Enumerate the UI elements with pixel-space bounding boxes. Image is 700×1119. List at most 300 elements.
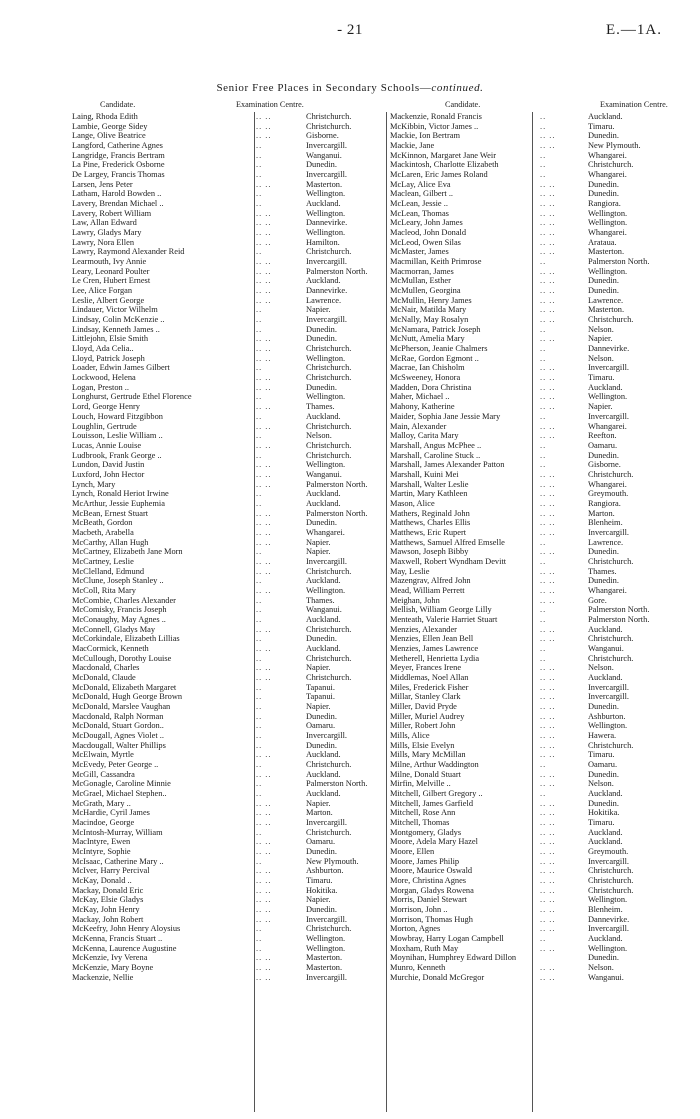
list-item [72,363,396,373]
candidate-name: McDonald, Stuart Gordon.. [72,721,164,731]
list-item [72,480,396,490]
leader-dots: .. [256,392,263,402]
leader-dots: .. [540,324,547,334]
examination-centre: Christchurch. [588,469,634,479]
examination-centre: Invercargill. [306,170,348,180]
candidate-name: Louisson, Leslie William .. [72,431,163,441]
candidate-name: Mackay, John Robert [72,914,144,924]
leader-dots: .. [540,344,547,354]
candidate-name: McConaughy, May Agnes .. [72,614,166,624]
leader-dots: .. .. [540,963,556,973]
list-item [72,808,396,818]
leader-dots: .. .. [540,682,556,692]
candidate-name: Littlejohn, Elsie Smith [72,334,149,344]
list-item [390,499,678,509]
candidate-name: McBeath, Gordon [72,518,133,528]
list-item [390,170,678,180]
examination-centre: Hawera. [588,731,617,740]
leader-dots: .. .. [256,382,272,392]
candidate-name: McGonagle, Caroline Minnie [72,779,171,789]
candidate-name: McDonald, Hugh George Brown [72,692,183,702]
list-item [390,750,678,760]
list-item [390,663,678,673]
examination-centre: Arataua. [588,237,617,247]
candidate-name: McRae, Gordon Egmont .. [390,353,479,363]
right-list [390,112,678,982]
list-item [390,131,678,141]
list-item [72,712,396,722]
examination-centre: Whangarei. [588,150,627,160]
list-item [390,721,678,731]
examination-centre: Whangarei. [588,170,627,180]
list-item [72,344,396,354]
leader-dots: .. [540,460,547,470]
examination-centre: Nelson. [588,963,614,973]
leader-dots: .. .. [540,141,556,151]
list-item [390,276,678,286]
candidate-name: Mills, Elsie Evelyn [390,740,455,750]
candidate-name: Mackenzie, Ronald Francis [390,112,482,121]
list-item [390,944,678,954]
list-item [72,422,396,432]
candidate-name: Maher, Michael .. [390,392,450,402]
leader-dots: .. .. [256,808,272,818]
leader-dots: .. .. [540,276,556,286]
examination-centre: Dunedin. [306,324,337,334]
leader-dots: .. .. [540,818,556,828]
candidate-name: Law, Allan Edward [72,218,137,228]
list-item [390,325,678,335]
list-item [72,170,396,180]
list-item [72,886,396,896]
leader-dots: .. [256,924,263,934]
examination-centre: Wellington. [306,934,346,944]
examination-centre: Christchurch. [306,924,352,934]
examination-centre: Dunedin. [306,634,337,644]
examination-centre: Greymouth. [588,847,629,857]
list-item [390,247,678,257]
list-item [72,673,396,683]
examination-centre: Whangarei. [588,228,627,238]
candidate-name: Mackie, Ion Bertram [390,131,460,141]
list-item [72,576,396,586]
candidate-name: McLean, Thomas [390,208,449,218]
leader-dots: .. .. [256,208,272,218]
candidate-name: McArthur, Jessie Euphemia [72,498,165,508]
examination-centre: Wellington. [588,943,628,953]
list-item [390,538,678,548]
section-title-suffix: continued. [431,82,484,94]
leader-dots: .. [256,247,263,257]
leader-dots: .. .. [540,972,556,982]
left-list [72,112,396,982]
leader-dots: .. .. [256,131,272,141]
examination-centre: Ashburton. [588,711,626,721]
list-item [390,112,678,122]
leader-dots: .. [256,614,263,624]
leader-dots: .. [256,160,263,170]
candidate-name: McIsaac, Catherine Mary .. [72,856,164,866]
candidate-name: McGill, Cassandra [72,769,135,779]
list-item [390,712,678,722]
candidate-name: Lloyd, Ada Celia.. [72,344,134,354]
candidate-name: Macleod, John Donald [390,228,467,238]
candidate-name: McLeod, Owen Silas [390,237,461,247]
list-item [390,528,678,538]
candidate-name: Meyer, Frances Irene [390,663,462,673]
examination-centre: Christchurch. [588,556,634,566]
leader-dots: .. .. [540,547,556,557]
leader-dots: .. .. [256,421,272,431]
candidate-name: Lynch, Mary [72,479,116,489]
examination-centre: Timaru. [588,373,615,383]
examination-centre: Lawrence. [588,537,624,547]
examination-centre: Christchurch. [588,653,634,663]
list-item [72,431,396,441]
list-item [390,141,678,151]
examination-centre: Marton. [588,508,615,518]
leader-dots: .. .. [540,750,556,760]
list-item [390,654,678,664]
list-item [390,344,678,354]
leader-dots: .. [256,943,263,953]
column-header-candidate-right: Candidate. [445,100,481,109]
list-item [390,422,678,432]
list-item [72,528,396,538]
column-header-candidate: Candidate. [100,100,136,109]
examination-centre: Masterton. [306,953,343,963]
leader-dots: .. .. [540,363,556,373]
leader-dots: .. .. [256,972,272,982]
leader-dots: .. .. [256,914,272,924]
examination-centre: Wellington. [306,392,346,402]
leader-dots: .. .. [256,566,272,576]
list-item [390,924,678,934]
list-item [72,596,396,606]
list-item [390,451,678,461]
candidate-name: McMullen, Georgina [390,286,461,296]
list-item [390,189,678,199]
leader-dots: .. .. [256,905,272,915]
list-item [72,857,396,867]
leader-dots: .. [256,315,263,325]
list-item [72,509,396,519]
list-item [390,673,678,683]
column-header-centre-right: Examination Centre. [600,100,668,109]
leader-dots: .. .. [256,518,272,528]
list-item [390,576,678,586]
examination-centre: Timaru. [588,750,615,760]
list-item [390,431,678,441]
candidate-name: Murchie, Donald McGregor [390,972,485,982]
candidate-name: Miller, Muriel Audrey [390,711,465,721]
examination-centre: Wellington. [306,460,346,470]
candidate-name: Larsen, Jens Peter [72,179,133,189]
examination-centre: Wellington. [306,208,346,218]
candidate-name: Luxford, John Hector [72,469,145,479]
leader-dots: .. [256,740,263,750]
list-item [72,315,396,325]
leader-dots: .. [256,576,263,586]
list-item [72,915,396,925]
examination-centre: Dunedin. [306,518,337,528]
list-item [390,296,678,306]
candidate-name: Lee, Alice Forgan [72,286,133,296]
candidate-name: McLeary, John James [390,218,463,228]
candidate-name: McCartney, Leslie [72,556,134,566]
candidate-name: Laing, Rhoda Edith [72,112,138,121]
leader-dots: .. .. [540,856,556,866]
leader-dots: .. [256,547,263,557]
examination-centre: Christchurch. [306,624,352,634]
examination-centre: Christchurch. [306,760,352,770]
examination-centre: Napier. [306,305,331,315]
leader-dots: .. .. [540,731,556,740]
examination-centre: Lawrence. [306,295,342,305]
examination-centre: Dunedin. [588,189,619,199]
list-item [390,963,678,973]
list-item [72,499,396,509]
candidate-name: Mills, Alice [390,731,430,740]
leader-dots: .. .. [540,527,556,537]
list-item [72,721,396,731]
leader-dots: .. .. [540,885,556,895]
examination-centre: Oamaru. [306,721,336,731]
examination-centre: New Plymouth. [306,856,359,866]
list-item [390,634,678,644]
candidate-name: McIver, Harry Percival [72,866,150,876]
examination-centre: Gore. [588,595,607,605]
list-item [72,286,396,296]
examination-centre: Invercargill. [588,924,630,934]
leader-dots: .. .. [256,837,272,847]
examination-centre: Christchurch. [306,566,352,576]
leader-dots: .. .. [540,218,556,228]
list-item [72,866,396,876]
leader-dots: .. .. [256,643,272,653]
list-item [390,799,678,809]
list-item [390,392,678,402]
candidate-name: Ludbrook, Frank George .. [72,450,162,460]
leader-dots: .. .. [540,237,556,247]
examination-centre: Blenheim. [588,905,623,915]
examination-centre: Dunedin. [306,905,337,915]
list-item [72,131,396,141]
leader-dots: .. .. [540,373,556,383]
leader-dots: .. [256,498,263,508]
list-item [72,567,396,577]
list-item [72,305,396,315]
candidate-name: McSweeney, Honora [390,373,461,383]
list-item [390,238,678,248]
list-item [72,460,396,470]
candidate-name: Lloyd, Patrick Joseph [72,353,145,363]
candidate-name: Menteath, Valerie Harriet Stuart [390,614,498,624]
examination-centre: Palmerston North. [306,508,368,518]
leader-dots: .. [256,141,263,151]
examination-centre: Ashburton. [306,866,344,876]
examination-centre: Wanganui. [306,150,342,160]
leader-dots: .. .. [540,508,556,518]
examination-centre: Nelson. [588,663,614,673]
list-item [72,325,396,335]
leader-dots: .. .. [256,440,272,450]
candidate-name: Mathers, Reginald John [390,508,470,518]
examination-centre: Auckland. [306,789,341,799]
leader-dots: .. .. [256,624,272,634]
leader-dots: .. .. [256,237,272,247]
leader-dots: .. [256,363,263,373]
candidate-name: McLean, Jessie .. [390,199,448,209]
examination-centre: Auckland. [588,112,623,121]
list-item [72,189,396,199]
examination-centre: Christchurch. [306,450,352,460]
list-item [390,837,678,847]
list-item [390,518,678,528]
candidate-name: Morgan, Gladys Rowena [390,885,474,895]
examination-centre: Tapanui. [306,682,335,692]
candidate-name: Miller, Robert John [390,721,456,731]
leader-dots: .. .. [256,895,272,905]
list-item [72,799,396,809]
candidate-name: McNutt, Amelia Mary [390,334,465,344]
list-item [72,218,396,228]
leader-dots: .. [540,605,547,615]
examination-centre: Invercargill. [306,257,348,267]
leader-dots: .. .. [256,373,272,383]
leader-dots: .. [256,305,263,315]
examination-centre: Christchurch. [306,344,352,354]
leader-dots: .. .. [256,508,272,518]
examination-centre: Dunedin. [588,953,619,963]
candidate-name: Menzies, Ellen Jean Bell [390,634,474,644]
list-item [390,567,678,577]
examination-centre: Christchurch. [306,440,352,450]
examination-centre: Auckland. [306,411,341,421]
candidate-name: Leslie, Albert George [72,295,145,305]
list-item [72,973,396,983]
examination-centre: Lawrence. [588,295,624,305]
examination-centre: Wanganui. [306,469,342,479]
leader-dots: .. .. [540,469,556,479]
candidate-name: Maclean, Gilbert .. [390,189,454,199]
leader-dots: .. .. [256,121,272,131]
candidate-name: Macdougall, Walter Phillips [72,740,166,750]
list-item [390,934,678,944]
examination-centre: Wanganui. [588,643,624,653]
candidate-name: Menzies, Alexander [390,624,457,634]
candidate-name: Macrae, Ian Chisholm [390,363,465,373]
leader-dots: .. [540,450,547,460]
leader-dots: .. .. [256,344,272,354]
examination-centre: Dunedin. [306,160,337,170]
list-item [72,412,396,422]
leader-dots: .. .. [256,353,272,363]
candidate-name: Macdonald, Charles [72,663,140,673]
leader-dots: .. [256,431,263,441]
candidate-name: Milne, Arthur Waddington [390,760,479,770]
leader-dots: .. [540,934,547,944]
candidate-name: McIntosh-Murray, William [72,827,163,837]
candidate-name: Mason, Alice [390,498,435,508]
list-item [72,683,396,693]
examination-centre: Oamaru. [588,440,618,450]
candidate-name: McKenna, Laurence Augustine [72,943,177,953]
candidate-name: Loader, Edwin James Gilbert [72,363,170,373]
leader-dots: .. [540,353,547,363]
list-item [390,789,678,799]
list-item [390,876,678,886]
examination-centre: Invercargill. [588,682,630,692]
leader-dots: .. .. [540,247,556,257]
candidate-name: Lockwood, Helena [72,373,136,383]
candidate-name: McKenzie, Ivy Verena [72,953,148,963]
examination-centre: Auckland. [306,276,341,286]
examination-centre: Dunedin. [306,334,337,344]
leader-dots: .. .. [540,779,556,789]
examination-centre: Dannevirke. [306,286,348,296]
examination-centre: Palmerston North. [588,605,650,615]
leader-dots: .. .. [540,315,556,325]
list-item [72,644,396,654]
examination-centre: Oamaru. [306,837,336,847]
leader-dots: .. .. [540,624,556,634]
leader-dots: .. .. [256,469,272,479]
examination-centre: Dunedin. [588,286,619,296]
leader-dots: .. [256,605,263,615]
list-item [72,847,396,857]
leader-dots: .. .. [540,131,556,141]
candidate-name: Lucas, Annie Louise [72,440,142,450]
list-item [390,267,678,277]
examination-centre: Christchurch. [588,885,634,895]
list-item [72,779,396,789]
leader-dots: .. .. [540,914,556,924]
list-item [72,180,396,190]
candidate-name: Lawry, Nora Ellen [72,237,135,247]
leader-dots: .. .. [540,295,556,305]
leader-dots: .. .. [540,286,556,296]
leader-dots: .. .. [540,576,556,586]
examination-centre: Christchurch. [306,112,352,121]
candidate-name: Mackay, Donald Eric [72,885,144,895]
candidate-name: McHardie, Cyril James [72,808,150,818]
candidate-name: Matthews, Charles Ellis [390,518,471,528]
list-item [72,247,396,257]
leader-dots: .. .. [540,798,556,808]
candidate-name: McBean, Ernest Stuart [72,508,149,518]
candidate-name: Mawson, Joseph Bibby [390,547,469,557]
candidate-name: Munro, Kenneth [390,963,446,973]
leader-dots: .. .. [540,943,556,953]
leader-dots: .. .. [540,827,556,837]
examination-centre: Auckland. [306,614,341,624]
examination-centre: Palmerston North. [306,479,368,489]
list-item [72,441,396,451]
examination-centre: Auckland. [306,498,341,508]
candidate-name: Logan, Preston .. [72,382,129,392]
leader-dots: .. [256,789,263,799]
examination-centre: Invercargill. [588,363,630,373]
leader-dots: .. .. [256,953,272,963]
candidate-name: Lambie, George Sidey [72,121,148,131]
list-item [390,808,678,818]
candidate-name: McKenna, Francis Stuart .. [72,934,163,944]
candidate-name: McKenzie, Mary Boyne [72,963,154,973]
leader-dots: .. .. [256,798,272,808]
list-item [72,837,396,847]
examination-centre: Wellington. [588,218,628,228]
